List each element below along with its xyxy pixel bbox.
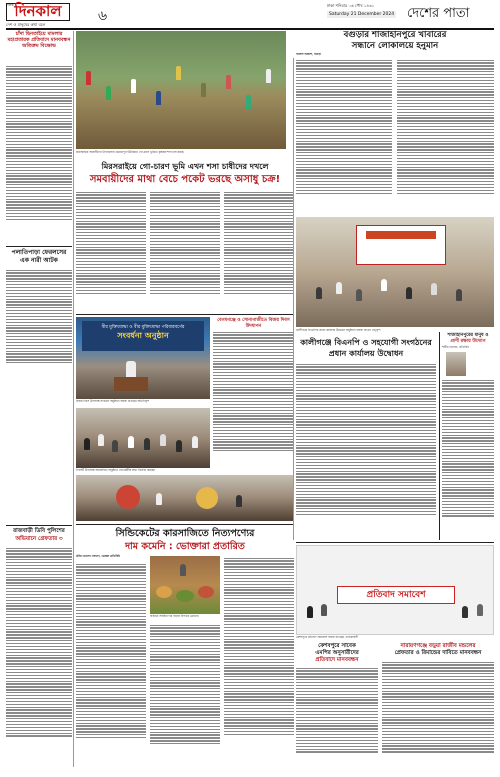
- page-number: ৬: [98, 8, 108, 24]
- syndicate-photo-caption: [150, 615, 220, 618]
- right-side-divider: [439, 332, 440, 540]
- victory-wreath-photo: [76, 475, 294, 521]
- column-divider-left: [73, 31, 74, 767]
- bogura-body-col1: [296, 58, 392, 214]
- banner-line-1: বীর মুক্তিযোদ্ধা ও বীর মুক্তিযোদ্ধা পরিবারবর্গের: [101, 325, 185, 330]
- protest-body: [296, 666, 378, 766]
- right-side-headline-2: প্রাণী রক্ষায় উদ্যোগ: [450, 339, 486, 344]
- vegetable-market-photo: [150, 556, 220, 614]
- left-third-body: [6, 546, 72, 766]
- left-top-headline: চাঁদা ছিনতাইয়ে মামলার মহাপ্রতারক প্রতিবাদে মানববন্ধন অতিক্রম বিক্ষোভ: [7, 31, 71, 49]
- left-divider-2: [6, 525, 72, 526]
- victory-headline: বেগমগঞ্জে ও সোনাগাজীতে বিজয় দিবস উদযাপন: [217, 318, 290, 329]
- left-second-headline-2: এক নারী আটক: [20, 257, 58, 264]
- protest-banner: প্রতিবাদ সমাবেশ: [337, 586, 455, 604]
- logo-small-text: দৈনিক: [6, 3, 14, 7]
- victory-caption-top: [76, 400, 210, 403]
- syndicate-headline-1: সিন্ডিকেটের কারসাজিতে নিত্যপণ্যের: [115, 528, 255, 539]
- cucumber-field-photo: [76, 31, 286, 149]
- header-date-english: Saturday 21 December 2024: [329, 12, 395, 17]
- column-divider-right: [293, 58, 294, 540]
- narayanganj-body: [382, 660, 494, 766]
- kalihati-caption-text: কালীগঞ্জে বিএনপির প্রধান কার্যালয় উদ্বোধন অনুষ্ঠানে বক্তব্য রাখেন নেতৃবৃন্দ: [296, 328, 381, 332]
- syndicate-headline-2: দাম কমেনি : ভোক্তারা প্রতারিত: [125, 541, 245, 552]
- syndicate-body-col1: [76, 562, 146, 766]
- victory-caption-bottom-text: দিবসটি উপলক্ষে আয়োজিত অনুষ্ঠানে নেতাকর্মীরা শ্রদ্ধা নিবেদন করছেন: [76, 468, 156, 472]
- victory-top-rule: [76, 314, 294, 315]
- victory-stage-photo: [76, 317, 210, 399]
- tagline: দেশ ও মানুষের কথা বলে: [6, 22, 46, 27]
- right-side-byline: শামীম হোসেন, প্রতিনিধি: [442, 345, 469, 349]
- kalihati-body: [296, 362, 436, 540]
- left-divider-1: [6, 246, 72, 247]
- syndicate-body-col2: [150, 623, 220, 766]
- grazing-headline-1: মিরসরাইয়ে গো-চারণ ভূমি এখন শসা চাষীদের দখলে: [101, 162, 269, 171]
- grazing-body-col2: [150, 190, 220, 312]
- syndicate-caption-text: বাজারে সবজির দাম বাড়ায় বিপাকে ক্রেতারা: [150, 614, 199, 618]
- victory-caption-bottom: [76, 469, 294, 472]
- logo-text: দিনকাল: [14, 2, 62, 20]
- grazing-body-col1: [76, 190, 146, 312]
- syndicate-body-col3: [224, 556, 294, 766]
- left-second-headline-1: পলাতিপাড়া ফেরলসের: [11, 249, 67, 256]
- bogura-headline-2: সন্ধানে লোকালয়ে হনুমান: [351, 41, 439, 51]
- narayanganj-headline-1: নারায়ণগঞ্জে বড়ুয়া রাজীব মন্ডলের: [400, 643, 476, 649]
- victory-caption-top-text: বিজয় দিবস উপলক্ষে সংবর্ধনা অনুষ্ঠানে বক্তব্য রাখছেন অতিথিবৃন্দ: [76, 399, 150, 403]
- syndicate-byline: মনির হোসেন সোহাগ, ভোক্তা প্রতিনিধি: [76, 554, 120, 558]
- protest-photo: [296, 545, 494, 635]
- grazing-photo-caption: [76, 151, 286, 154]
- bogura-byline: আসাদ আকাশ, বগুড়া: [296, 52, 321, 56]
- bogura-body-col2: [397, 58, 494, 214]
- left-third-headline-1: রাজবাড়ী ডিবি পুলিশের: [13, 528, 65, 534]
- kalihati-caption: [296, 329, 494, 332]
- protest-caption-text: কেশবপুরে প্রতিবাদ সমাবেশে বক্তব্য রাখছেন এলাকাবাসী: [296, 635, 358, 639]
- victory-body-col1: [213, 330, 294, 470]
- bogura-headline-1: বগুড়ার শাজাহানপুরে খাবারের: [343, 30, 447, 40]
- banner-line-2: সংবর্ধনা অনুষ্ঠান: [117, 331, 169, 340]
- right-side-headline-1: শাজাহানপুরের মানুষ ও: [447, 333, 489, 338]
- syndicate-top-rule: [76, 524, 294, 525]
- portrait-photo: [446, 352, 466, 376]
- kalihati-headline-1: কালীগঞ্জে বিএনপি ও সহযোগী সংগঠনের: [300, 338, 432, 347]
- right-side-body: [442, 378, 494, 540]
- left-third-headline-2: অভিযানে গ্রেফতার ৩: [15, 536, 63, 542]
- victory-crowd-photo: [76, 408, 210, 468]
- narayanganj-headline-2: প্রেফতার ও রিমান্ডের দাবিতে মানববন্ধন: [394, 650, 482, 656]
- grazing-body-col3: [224, 190, 294, 312]
- protest-caption: [296, 636, 494, 639]
- protest-headline-2: এমপির অনুসারীদের: [315, 650, 359, 656]
- header-date-bangla: ঢাকা শনিবার ০৬ পৌষ ১৪৩১: [327, 3, 375, 8]
- office-inauguration-photo: [296, 217, 494, 327]
- section-title: দেশের পাতা: [407, 6, 470, 21]
- protest-headline-1: কেশবপুরে সাবেক: [318, 643, 356, 649]
- protest-top-rule: [296, 542, 494, 543]
- kalihati-headline-2: প্রধান কার্যালয় উদ্বোধন: [328, 349, 404, 358]
- protest-headline-3: প্রতিবাদে মানববন্ধন: [315, 657, 359, 663]
- grazing-caption-text: মিরসরাইয়ে সমবায়ীদের উপজেলার ওচমানপুর ইউনিয়নে গো-চারণ ভূমিতে কৃষকরা শসা চাষ করছে: [76, 150, 184, 154]
- left-top-body: [6, 64, 72, 244]
- left-second-body: [6, 268, 72, 376]
- grazing-headline-2: সমবায়ীদের মাথা বেচে পকেট ভরছে অসাধু চক্র!: [89, 174, 281, 185]
- masthead-logo: [6, 3, 70, 21]
